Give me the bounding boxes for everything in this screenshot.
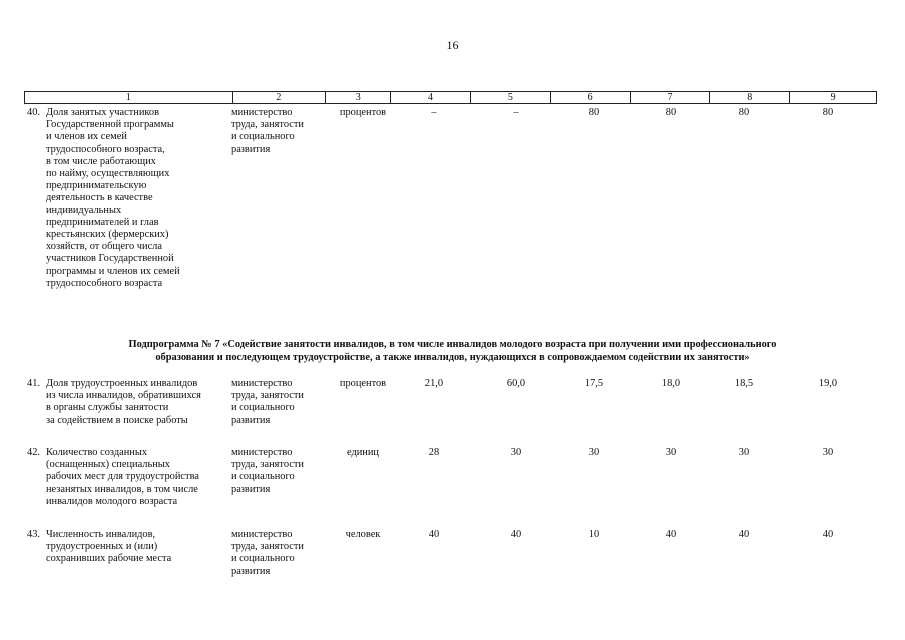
row-number: 43. [27,529,40,540]
row-number: 42. [27,447,40,458]
responsible-org: министерство труда, занятости и социального развития [231,378,304,426]
value-col-8: 80 [738,107,750,118]
value-col-8: 18,5 [734,378,754,389]
indicator-name: Количество созданных (оснащенных) специальных рабочих мест для трудоустройства незанятых инвалидов, в том числе инвалидов молодого возраста [46,447,199,507]
value-col-8: 30 [738,447,750,458]
value-col-7: 18,0 [661,378,681,389]
value-col-5: 30 [510,447,522,458]
value-col-7: 80 [665,107,677,118]
responsible-org: министерство труда, занятости и социального развития [231,529,304,577]
value-col-4: – [431,107,437,118]
value-col-9: 80 [822,107,834,118]
value-col-5: – [513,107,519,118]
row-number: 41. [27,378,40,389]
responsible-org: министерство труда, занятости и социального развития [231,447,304,495]
header-col-1: 1 [125,92,131,103]
indicator-name: Численность инвалидов, трудоустроенных и (или) сохранивших рабочие места [46,529,172,565]
value-col-7: 40 [665,529,677,540]
unit: процентов [339,378,387,389]
header-col-8: 8 [709,92,789,103]
value-col-6: 30 [588,447,600,458]
header-col-6: 6 [550,92,630,103]
header-col-3: 3 [325,92,390,103]
indicator-name: Доля занятых участников Государственной программы и членов их семей трудоспособного возраста, в том числе работающих по найму, осуществляющих предпринимательскую деятельность в качестве индивидуальных предпринимателей и глав крестьянских (фермерских) хозяйств, от общего числа участников Государственной программы и членов их семей трудоспособного возраста [46,107,180,289]
value-col-9: 30 [822,447,834,458]
value-col-4: 21,0 [424,378,444,389]
header-col-5: 5 [470,92,550,103]
page-number: 16 [446,38,459,52]
value-col-6: 10 [588,529,600,540]
value-col-5: 60,0 [506,378,526,389]
value-col-5: 40 [510,529,522,540]
value-col-6: 17,5 [584,378,604,389]
subprogram-title: Подпрограмма № 7 «Содействие занятости инвалидов, в том числе инвалидов молодого возраста при получении ими профессионального образования и последующем трудоустройстве, а также инвалидов, нуждающихся в сопровождаемом содействии их занятости» [128,339,777,363]
unit: процентов [339,107,387,118]
value-col-8: 40 [738,529,750,540]
value-col-4: 28 [428,447,440,458]
header-col-7: 7 [630,92,710,103]
table-header [24,91,877,104]
value-col-9: 40 [822,529,834,540]
indicator-name: Доля трудоустроенных инвалидов из числа инвалидов, обратившихся в органы службы занятости за содействием в поиске работы [46,378,201,426]
value-col-9: 19,0 [818,378,838,389]
responsible-org: министерство труда, занятости и социального развития [231,107,304,155]
header-col-4: 4 [390,92,470,103]
unit: человек [345,529,381,540]
row-number: 40. [27,107,40,118]
unit: единиц [346,447,379,458]
value-col-4: 40 [428,529,440,540]
header-col-9: 9 [789,92,876,103]
value-col-7: 30 [665,447,677,458]
header-col-2: 2 [232,92,326,103]
value-col-6: 80 [588,107,600,118]
